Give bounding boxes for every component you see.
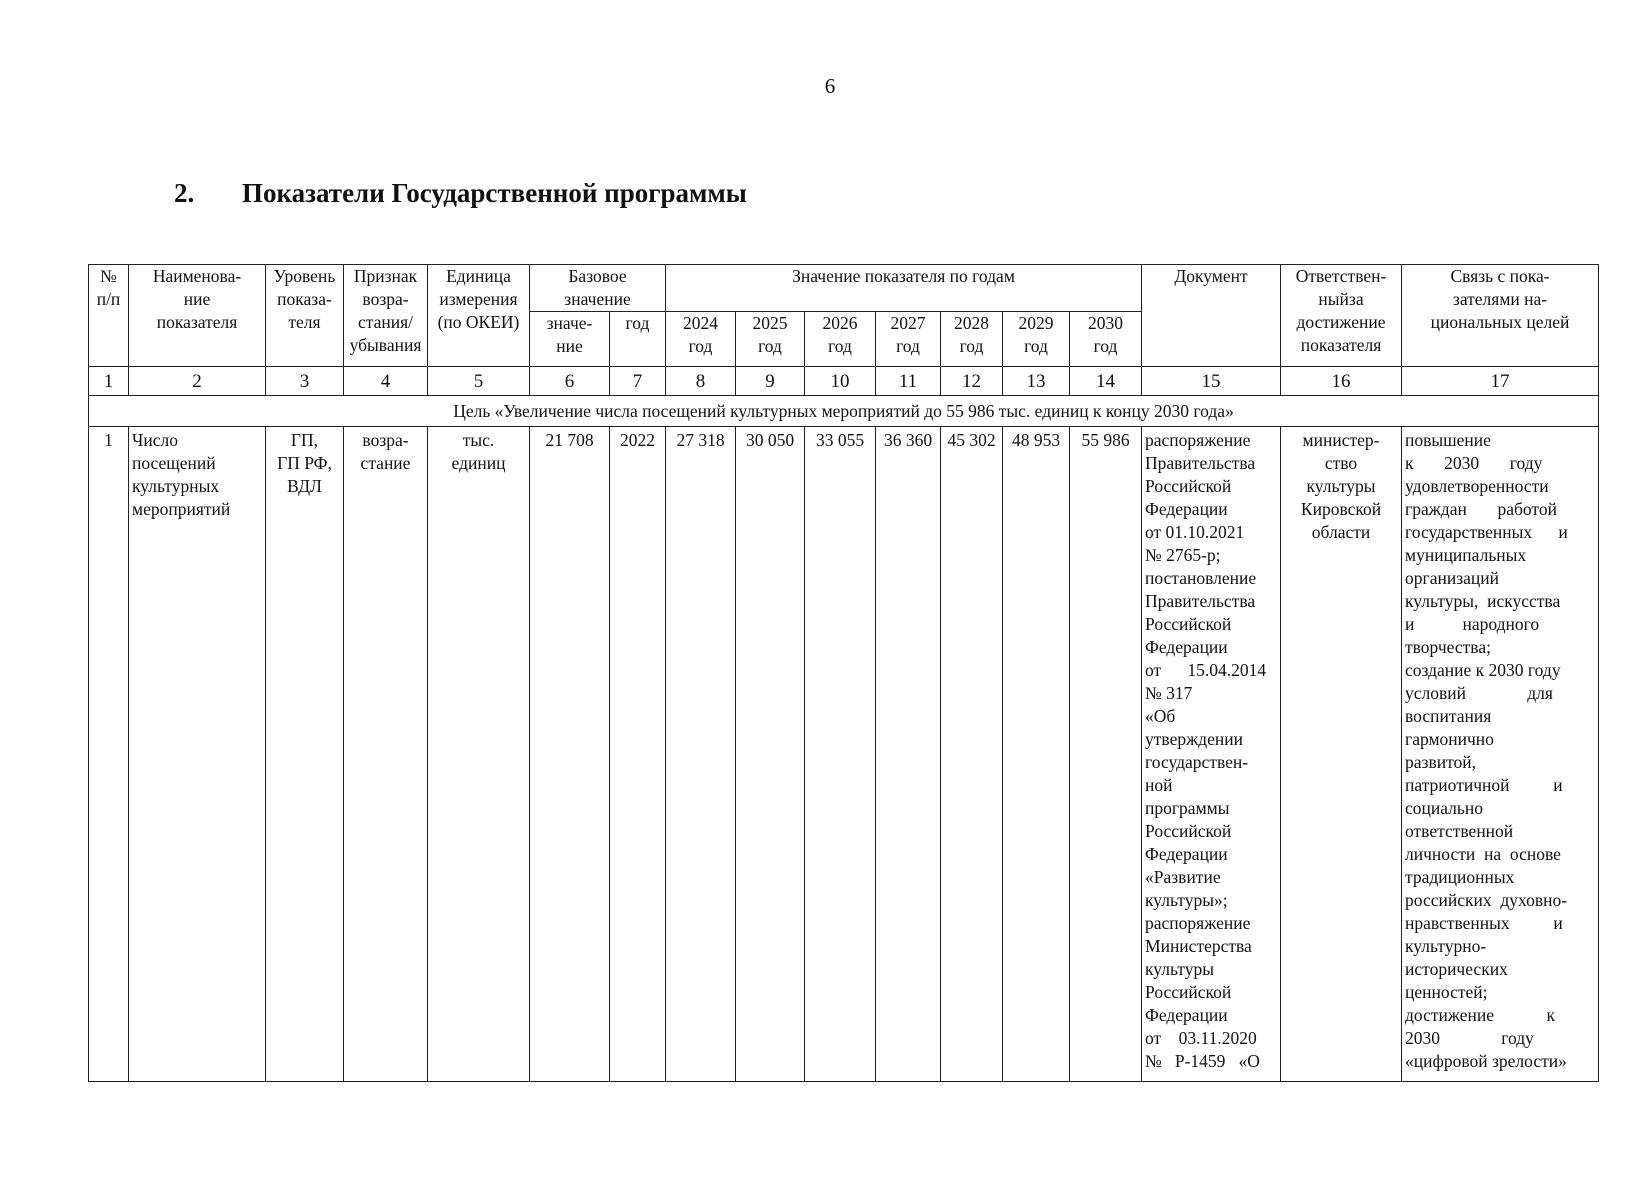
row-value-2026: 33 055 xyxy=(805,427,876,1082)
table-row xyxy=(89,427,1599,1082)
column-number: 5 xyxy=(428,367,530,396)
cell-line: «цифровой зрелости» xyxy=(1405,1051,1567,1071)
row-trend: возра- стание xyxy=(344,427,428,1082)
cell-line: Федерации xyxy=(1145,637,1228,657)
column-number: 9 xyxy=(736,367,805,396)
cell-line: от 15.04.2014 xyxy=(1145,660,1267,680)
row-level: ГП, ГП РФ, ВДЛ xyxy=(266,427,344,1082)
cell-line: № 2765-р; xyxy=(1145,545,1221,565)
column-number: 7 xyxy=(610,367,666,396)
cell-line: гармонично xyxy=(1405,729,1494,749)
column-number: 13 xyxy=(1003,367,1070,396)
cell-line: повышение xyxy=(1405,430,1491,450)
cell-line: Российской xyxy=(1145,982,1232,1002)
row-responsible: министер- ство культуры Кировской области xyxy=(1281,427,1402,1082)
cell-line: и народного xyxy=(1405,614,1540,634)
cell-line: «Развитие xyxy=(1145,867,1221,887)
cell-line: 2030 году xyxy=(1405,1028,1534,1048)
column-number: 4 xyxy=(344,367,428,396)
section-title-text: Показатели Государственной программы xyxy=(242,178,747,208)
cell-line: Российской xyxy=(1145,476,1232,496)
cell-line: Федерации xyxy=(1145,844,1228,864)
row-value-2029: 48 953 xyxy=(1003,427,1070,1082)
cell-line: Федерации xyxy=(1145,1005,1228,1025)
column-number: 12 xyxy=(941,367,1003,396)
page-number: 6 xyxy=(824,74,836,98)
cell-line: к 2030 году xyxy=(1405,453,1543,473)
cell-line: творчества; xyxy=(1405,637,1491,657)
column-number: 3 xyxy=(266,367,344,396)
cell-line: патриотичной и xyxy=(1405,775,1563,795)
cell-line: утверждении xyxy=(1145,729,1243,749)
cell-line: распоряжение xyxy=(1145,913,1251,933)
cell-line: развитой, xyxy=(1405,752,1476,772)
cell-line: от 01.10.2021 xyxy=(1145,522,1245,542)
section-number: 2. xyxy=(174,178,195,208)
row-value-2028: 45 302 xyxy=(941,427,1003,1082)
cell-line: Российской xyxy=(1145,614,1232,634)
column-number: 6 xyxy=(530,367,610,396)
cell-line: культуры»; xyxy=(1145,890,1228,910)
header-year-2029: 2029 год xyxy=(1003,312,1070,367)
header-base: Базовое значение xyxy=(530,265,666,312)
cell-line: удовлетворенности xyxy=(1405,476,1549,496)
cell-line: ной xyxy=(1145,775,1173,795)
header-num: № п/п xyxy=(89,265,129,367)
cell-line: Федерации xyxy=(1145,499,1228,519)
column-number: 2 xyxy=(129,367,266,396)
column-number: 16 xyxy=(1281,367,1402,396)
row-unit: тыс. единиц xyxy=(428,427,530,1082)
section-title xyxy=(174,178,747,209)
header-year-2024: 2024 год xyxy=(666,312,736,367)
indicators-table xyxy=(88,264,1599,1082)
header-base-value: значе- ние xyxy=(530,312,610,367)
cell-line: «Об xyxy=(1145,706,1176,726)
cell-line: воспитания xyxy=(1405,706,1492,726)
header-year-2027: 2027 год xyxy=(876,312,941,367)
row-base-value: 21 708 xyxy=(530,427,610,1082)
column-number: 17 xyxy=(1402,367,1599,396)
cell-line: культуры, искусства xyxy=(1405,591,1561,611)
column-number: 15 xyxy=(1142,367,1281,396)
header-row xyxy=(89,265,1599,312)
cell-line: Министерства xyxy=(1145,936,1252,956)
column-number: 14 xyxy=(1070,367,1142,396)
header-unit: Единица измерения (по ОКЕИ) xyxy=(428,265,530,367)
cell-line: программы xyxy=(1145,798,1230,818)
cell-line: достижение к xyxy=(1405,1005,1556,1025)
cell-line: культуры xyxy=(1145,959,1214,979)
header-responsible: Ответствен- ныйза достижение показателя xyxy=(1281,265,1402,367)
cell-line: организаций xyxy=(1405,568,1499,588)
header-year-2025: 2025 год xyxy=(736,312,805,367)
row-name: Число посещений культурных мероприятий xyxy=(129,427,266,1082)
row-link xyxy=(1402,427,1599,1082)
cell-line: социально xyxy=(1405,798,1484,818)
row-value-2030: 55 986 xyxy=(1070,427,1142,1082)
cell-line: личности на основе xyxy=(1405,844,1561,864)
header-base-year: год xyxy=(610,312,666,367)
cell-line: исторических xyxy=(1405,959,1508,979)
cell-line: Правительства xyxy=(1145,591,1256,611)
header-years-group: Значение показателя по годам xyxy=(666,265,1142,312)
row-value-2024: 27 318 xyxy=(666,427,736,1082)
cell-line: ответственной xyxy=(1405,821,1514,841)
cell-line: Российской xyxy=(1145,821,1232,841)
cell-line: российских духовно- xyxy=(1405,890,1568,910)
header-year-2030: 2030 год xyxy=(1070,312,1142,367)
column-number: 11 xyxy=(876,367,941,396)
column-numbers-row xyxy=(89,367,1599,396)
row-document xyxy=(1142,427,1281,1082)
row-value-2025: 30 050 xyxy=(736,427,805,1082)
cell-line: государственных и xyxy=(1405,522,1568,542)
header-year-2026: 2026 год xyxy=(805,312,876,367)
header-year-2028: 2028 год xyxy=(941,312,1003,367)
cell-line: № Р-1459 «О xyxy=(1145,1051,1260,1071)
cell-line: традиционных xyxy=(1405,867,1515,887)
goal-text: Цель «Увеличение числа посещений культурных мероприятий до 55 986 тыс. единиц к концу 2030 года» xyxy=(89,396,1599,427)
row-base-year: 2022 xyxy=(610,427,666,1082)
header-link: Связь с пока- зателями на- циональных целей xyxy=(1402,265,1599,367)
cell-line: нравственных и xyxy=(1405,913,1563,933)
cell-line: условий для xyxy=(1405,683,1553,703)
cell-line: от 03.11.2020 xyxy=(1145,1028,1257,1048)
cell-line: распоряжение xyxy=(1145,430,1251,450)
cell-line: культурно- xyxy=(1405,936,1487,956)
header-document: Документ xyxy=(1142,265,1281,367)
cell-line: создание к 2030 году xyxy=(1405,660,1561,680)
cell-line: Правительства xyxy=(1145,453,1256,473)
cell-line: ценностей; xyxy=(1405,982,1488,1002)
cell-line: государствен- xyxy=(1145,752,1249,772)
header-name: Наименова- ние показателя xyxy=(129,265,266,367)
column-number: 10 xyxy=(805,367,876,396)
cell-line: постановление xyxy=(1145,568,1257,588)
goal-row xyxy=(89,396,1599,427)
column-number: 8 xyxy=(666,367,736,396)
cell-line: граждан работой xyxy=(1405,499,1557,519)
row-num: 1 xyxy=(89,427,129,1082)
header-trend: Признак возра- стания/ убывания xyxy=(344,265,428,367)
cell-line: муниципальных xyxy=(1405,545,1527,565)
cell-line: № 317 xyxy=(1145,683,1193,703)
row-value-2027: 36 360 xyxy=(876,427,941,1082)
header-level: Уровень показа- теля xyxy=(266,265,344,367)
column-number: 1 xyxy=(89,367,129,396)
